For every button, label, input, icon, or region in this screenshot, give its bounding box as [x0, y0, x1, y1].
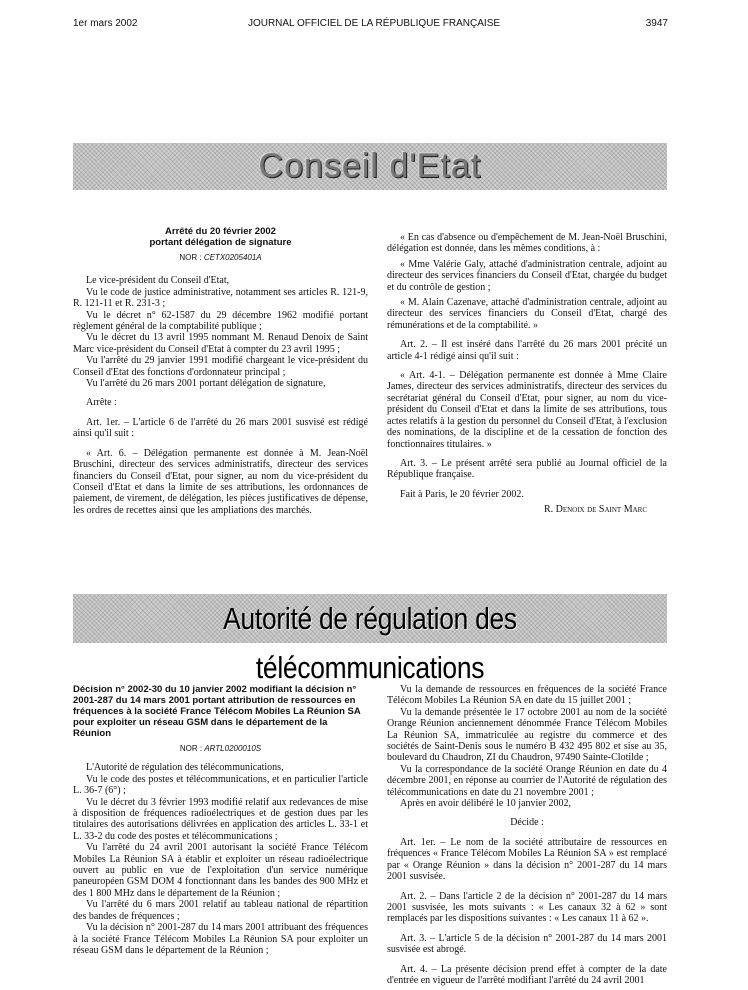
- signatory-name: R. Denoix de Saint Marc: [543, 504, 647, 516]
- paragraph: « M. Alain Cazenave, attaché d'administration centrale, adjoint au directeur des services financiers du Conseil d'Etat, chargé des rémunérations et de la comptabilité. »: [387, 297, 667, 331]
- paragraph-signature-place: Fait à Paris, le 20 février 2002.: [400, 488, 524, 500]
- section2-right-column: [387, 684, 667, 986]
- paragraph: Vu le code de justice administrative, notamment ses articles R. 121-9, R. 121-11 et R. 231-3 ;: [73, 286, 368, 310]
- paragraph: Vu l'arrêté du 6 mars 2001 relatif au tableau national de répartition des bandes de fréquences ;: [73, 899, 368, 922]
- paragraph-article: Art. 3. – L'article 5 de la décision n° 2001-287 du 14 mars 2001 susvisée est abrogé.: [387, 932, 667, 956]
- header-journal-title: JOURNAL OFFICIEL DE LA RÉPUBLIQUE FRANÇAISE: [247, 18, 501, 29]
- decree-title: [73, 226, 368, 248]
- paragraph-decide: Décide :: [510, 817, 544, 829]
- section1-left-column: [73, 226, 368, 516]
- header-date: 1er mars 2002: [73, 18, 138, 29]
- paragraph: Vu la demande de ressources en fréquences de la société France Télécom Mobiles La Réunion SA en date du 15 juillet 2001 ;: [387, 684, 667, 707]
- section-banner-art: [73, 594, 667, 685]
- paragraph: L'Autorité de régulation des télécommunications,: [86, 762, 284, 774]
- banner-title: Autorité de régulation des télécommunications: [223, 601, 517, 685]
- paragraph: « Mme Valérie Galy, attaché d'administration centrale, adjoint au directeur des services financiers du Conseil d'Etat, chargée du budget et du contrôle de gestion ;: [387, 258, 667, 293]
- paragraph-arrete: Arrête :: [86, 397, 117, 409]
- decree-title-line2: portant délégation de signature: [149, 237, 292, 248]
- banner-title: Conseil d'Etat: [258, 147, 482, 185]
- paragraph: Après en avoir délibéré le 10 janvier 2002,: [400, 798, 572, 810]
- header-page-number: 3947: [645, 18, 668, 29]
- paragraph: Vu la décision n° 2001-287 du 14 mars 2001 attribuant des fréquences à la société France Télécom Mobiles La Réunion SA pour exploiter un réseau GSM dans le département de la Réunion ;: [73, 922, 368, 956]
- nor-reference: [73, 252, 368, 263]
- paragraph: Vu l'arrêté du 26 mars 2001 portant délégation de signature,: [86, 378, 326, 390]
- nor-reference: [73, 743, 368, 754]
- section-banner-conseil-etat: [73, 143, 667, 190]
- paragraph: Le vice-président du Conseil d'Etat,: [86, 275, 230, 287]
- paragraph-article: Art. 1er. – Le nom de la société attributaire de ressources en fréquences « France Télécom Mobiles La Réunion SA » est remplacé par « Orange Réunion » dans la décision n° 2001-287 du 14 mars 2001 susvisée.: [387, 836, 667, 883]
- paragraph-article-quote: « Art. 4-1. – Délégation permanente est donnée à Mme Claire James, directeur des services administratifs, directeur des services du secrétariat général du Conseil d'Etat, pour signer, au nom du vice-président du Conseil d'Etat et dans la limite de ses attributions, tous actes relatifs à la gestion du personnel du Conseil d'Etat, à l'exclusion des nominations, de la discipline et de la cessation de fonction des fonctionnaires titulaires. »: [387, 370, 667, 450]
- page-header: [0, 18, 748, 32]
- section2-left-column: [73, 684, 368, 956]
- nor-code: CETX0205401A: [203, 253, 262, 262]
- paragraph: Vu le code des postes et télécommunications, et en particulier l'article L. 36-7 (6°) ;: [73, 773, 368, 797]
- paragraph-article: Art. 1er. – L'article 6 de l'arrêté du 26 mars 2001 susvisé est rédigé ainsi qu'il suit :: [73, 416, 368, 440]
- decree-title-line1: Arrêté du 20 février 2002: [165, 226, 276, 237]
- section1-right-column: [387, 232, 667, 516]
- paragraph: Vu la demande présentée le 17 octobre 2001 au nom de la société Orange Réunion anciennement dénommée France Télécom Mobiles La Réunion SA, immatriculée au registre du commerce et des sociétés de Saint-Denis sous le numéro B 432 495 802 et sise au 35, boulevard du Chaudron, ZI du Chaudron, 97490 Sainte-Clotilde ;: [387, 706, 667, 764]
- paragraph: Vu la correspondance de la société Orange Réunion en date du 4 décembre 2001, en réponse au courrier de l'Autorité de régulation des télécommunications en date du 21 novembre 2001 ;: [387, 763, 667, 798]
- paragraph-article: Art. 2. – Il est inséré dans l'arrêté du 26 mars 2001 précité un article 4-1 rédigé ainsi qu'il suit :: [387, 339, 667, 362]
- nor-code: ARTL0200010S: [204, 744, 262, 753]
- paragraph: Vu l'arrêté du 29 janvier 1991 modifié chargeant le vice-président du Conseil d'Etat des fonctions d'ordonnateur principal ;: [73, 355, 368, 378]
- decision-title: Décision n° 2002-30 du 10 janvier 2002 modifiant la décision n° 2001-287 du 14 mars 2001 portant attribution de ressources en fréquences à la société France Télécom Mobiles La Réunion SA pour exploiter un réseau GSM dans le département de la Réunion: [73, 684, 361, 739]
- nor-label: NOR :: [179, 744, 203, 753]
- paragraph: Vu le décret du 13 avril 1995 nommant M. Renaud Denoix de Saint Marc vice-président du Conseil d'Etat à compter du 23 avril 1995 ;: [73, 332, 368, 355]
- paragraph: « En cas d'absence ou d'empêchement de M. Jean-Noël Bruschini, délégation est donnée, dans les mêmes conditions, à :: [387, 232, 667, 255]
- paragraph-article: Art. 2. – Dans l'article 2 de la décision n° 2001-287 du 14 mars 2001 susvisée, les mots suivants : « Les canaux 32 à 62 » sont remplacés par les dispositions suivantes : « Les canaux 11 à 62 ».: [387, 890, 667, 925]
- paragraph: Vu l'arrêté du 24 avril 2001 autorisant la société France Télécom Mobiles La Réunion SA à établir et exploiter un réseau radioélectrique ouvert au public en vue de l'exploitation d'un service numérique paneuropéen GSM DOM 4 fonctionnant dans les bandes des 900 MHz et des 1 800 MHz dans le département de la Réunion ;: [73, 842, 368, 899]
- paragraph: Vu le décret du 3 février 1993 modifié relatif aux redevances de mise à disposition de fréquences radioélectriques et de gestion dues par les titulaires des autorisations délivrées en application des articles L. 33-1 et L. 33-2 du code des postes et télécommunications ;: [73, 796, 368, 842]
- nor-label: NOR :: [179, 253, 202, 262]
- paragraph-article: Art. 3. – Le présent arrêté sera publié au Journal officiel de la République française.: [387, 457, 667, 481]
- paragraph-article: Art. 4. – La présente décision prend effet à compter de la date d'entrée en vigueur de l'arrêté modifiant l'arrêté du 24 avril 2001: [387, 963, 667, 986]
- paragraph: Vu le décret n° 62-1587 du 29 décembre 1962 modifié portant règlement général de la comptabilité publique ;: [73, 309, 368, 333]
- paragraph-article-quote: « Art. 6. – Délégation permanente est donnée à M. Jean-Noël Bruschini, directeur des services administratifs, directeur des services financiers du Conseil d'Etat, pour signer, au nom du vice-président du Conseil d'Etat et dans la limite de ses attributions, les ordonnances de paiement, de virement, de délégation, les pièces justificatives de dépense, les ordres de recettes ainsi que les ampliations des marchés.: [73, 447, 368, 516]
